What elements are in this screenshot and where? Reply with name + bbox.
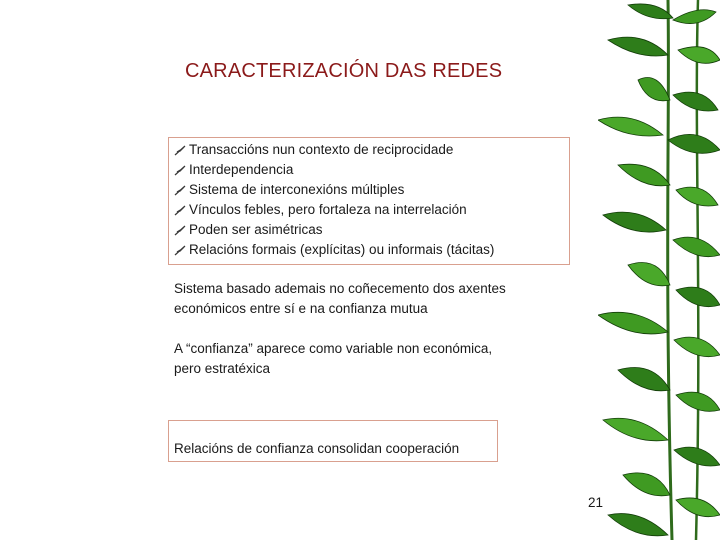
list-item <box>173 160 494 180</box>
paragraph-line: pero estratéxica <box>174 361 271 376</box>
bullet-text: Transaccións nun contexto de reciprocidade <box>189 142 454 157</box>
bamboo-leaf-icon <box>173 183 187 197</box>
list-item <box>173 180 494 200</box>
bullet-text: Relacións formais (explícitas) ou informais (tácitas) <box>189 242 495 257</box>
bullet-text: Vínculos febles, pero fortaleza na interrelación <box>189 202 467 217</box>
bamboo-leaves-decoration <box>598 0 720 540</box>
bamboo-leaf-icon <box>173 143 187 157</box>
conclusion-text: Relacións de confianza consolidan cooperación <box>174 441 460 456</box>
bamboo-leaf-icon <box>173 243 187 257</box>
page-number: 21 <box>588 495 604 510</box>
paragraph-line: económicos entre sí e na confianza mutua <box>174 301 428 316</box>
bullet-list <box>173 140 494 260</box>
slide-title: CARACTERIZACIÓN DAS REDES <box>185 60 503 82</box>
bullet-text: Interdependencia <box>189 162 294 177</box>
paragraph-trust <box>174 339 492 379</box>
bullet-text: Sistema de interconexións múltiples <box>189 182 405 197</box>
paragraph-knowledge <box>174 279 506 319</box>
bullet-text: Poden ser asimétricas <box>189 222 323 237</box>
bamboo-leaf-icon <box>173 163 187 177</box>
list-item <box>173 240 494 260</box>
list-item <box>173 200 494 220</box>
list-item <box>173 140 494 160</box>
paragraph-line: Sistema basado ademais no coñecemento dos axentes <box>174 281 506 296</box>
conclusion-box <box>168 420 498 462</box>
bamboo-leaf-icon <box>173 223 187 237</box>
list-item <box>173 220 494 240</box>
paragraph-line: A “confianza” aparece como variable non económica, <box>174 341 493 356</box>
bamboo-leaf-icon <box>173 203 187 217</box>
bullet-box <box>168 137 570 265</box>
